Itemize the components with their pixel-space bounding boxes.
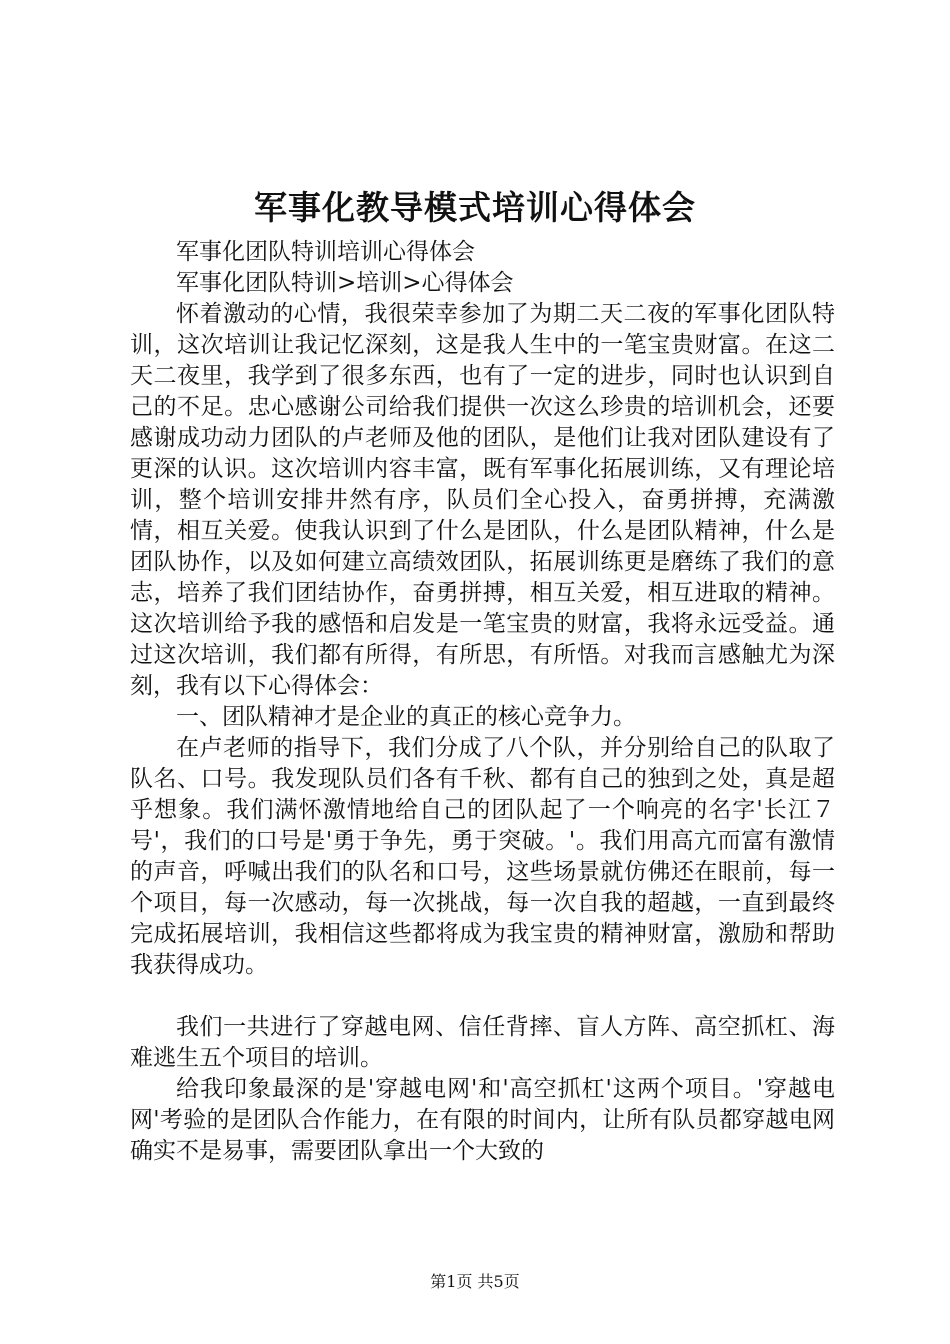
subtitle-paragraph: 军事化团队特训培训心得体会 — [176, 239, 475, 265]
breadcrumb-paragraph: 军事化团队特训>培训>心得体会 — [176, 270, 514, 296]
team-paragraph: 在卢老师的指导下，我们分成了八个队，并分别给自己的队取了队名、口号。我发现队员们各有千秋、都有自己的独到之处，真是超乎想象。我们满怀激情地给自己的团队起了一个响亮的名字'长江７号'，我们的口号是'勇于争先，勇于突破。'。我们用高亢而富有激情的声音，呼喊出我们的队名和口号，这些场景就仿佛还在眼前，每一个项目，每一次感动，每一次挑战，每一次自我的超越，一直到最终完成拓展培训，我相信这些都将成为我宝贵的精神财富，激励和帮助我获得成功。 — [130, 735, 835, 978]
section-heading-1: 一、团队精神才是企业的真正的核心竞争力。 — [176, 704, 636, 730]
impression-paragraph: 给我印象最深的是'穿越电网'和'高空抓杠'这两个项目。'穿越电网'考验的是团队合作能力，在有限的时间内，让所有队员都穿越电网确实不是易事，需要团队拿出一个大致的 — [130, 1076, 835, 1164]
document-body — [130, 237, 835, 1167]
projects-paragraph: 我们一共进行了穿越电网、信任背摔、盲人方阵、高空抓杠、海难逃生五个项目的培训。 — [130, 1014, 835, 1071]
intro-paragraph: 怀着激动的心情，我很荣幸参加了为期二天二夜的军事化团队特训，这次培训让我记忆深刻，这是我人生中的一笔宝贵财富。在这二天二夜里，我学到了很多东西，也有了一定的进步，同时也认识到自己的不足。忠心感谢公司给我们提供一次这么珍贵的培训机会，还要感谢成功动力团队的卢老师及他的团队，是他们让我对团队建设有了更深的认识。这次培训内容丰富，既有军事化拓展训练，又有理论培训，整个培训安排井然有序，队员们全心投入，奋勇拼搏，充满激情，相互关爱。使我认识到了什么是团队，什么是团队精神，什么是团队协作，以及如何建立高绩效团队，拓展训练更是磨练了我们的意志，培养了我们团结协作，奋勇拼搏，相互关爱，相互进取的精神。这次培训给予我的感悟和启发是一笔宝贵的财富，我将永远受益。通过这次培训，我们都有所得，有所思，有所悟。对我而言感触尤为深刻，我有以下心得体会： — [130, 301, 835, 699]
document-title: 军事化教导模式培训心得体会 — [254, 188, 696, 227]
page-footer: 第1页 共5页 — [430, 1272, 520, 1291]
